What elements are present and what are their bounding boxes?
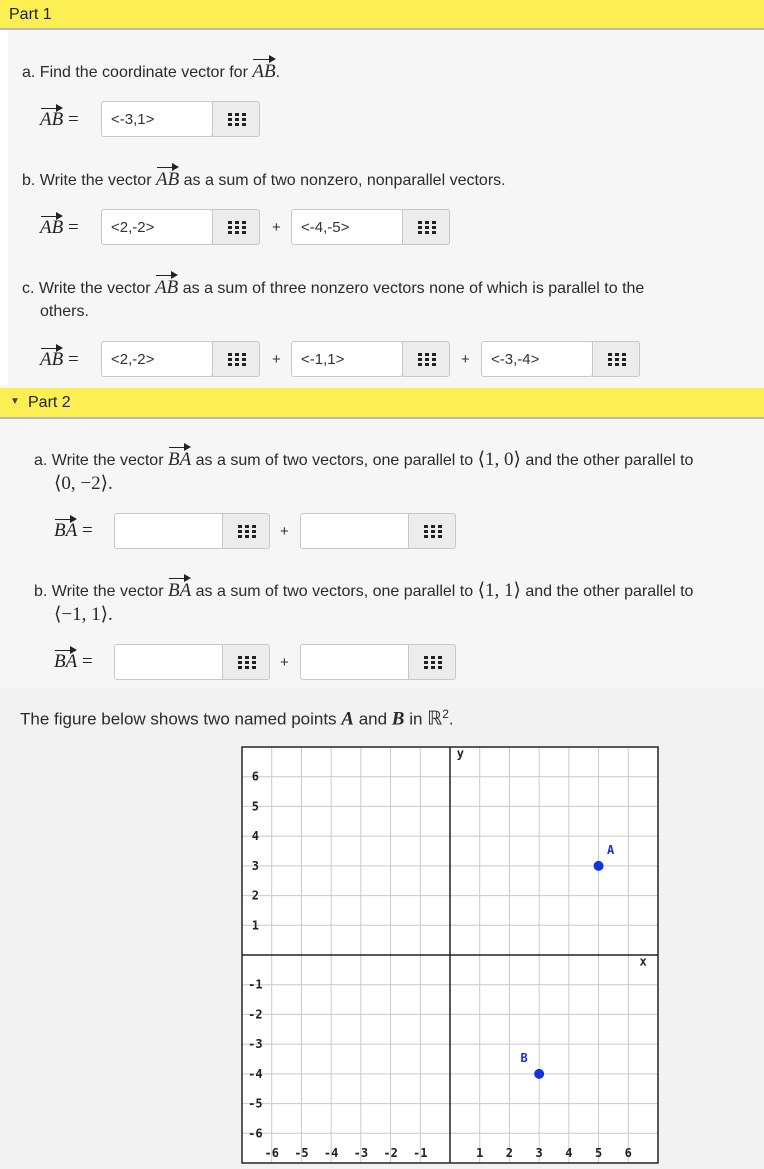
- p1b-keypad1-button[interactable]: [212, 209, 260, 245]
- y-tick-label: -5: [248, 1096, 263, 1111]
- x-axis-label: x: [639, 954, 647, 969]
- p2b-answer2-input[interactable]: [300, 644, 412, 680]
- p2b-question: b. Write the vector BA as a sum of two vectors, one parallel to ⟨1, 1⟩ and the other parallel to ⟨−1, 1⟩.: [34, 577, 764, 627]
- caret-down-icon[interactable]: ▼: [10, 396, 20, 407]
- p1c-keypad1-button[interactable]: [212, 341, 260, 377]
- y-tick-label: 1: [251, 918, 259, 933]
- part2-title: Part 2: [28, 394, 71, 411]
- p2b-keypad1-button[interactable]: [222, 644, 270, 680]
- p1a-lhs: AB =: [40, 109, 79, 130]
- part1-header[interactable]: [0, 0, 764, 30]
- p1c-keypad2-button[interactable]: [402, 341, 450, 377]
- p1b-lhs: AB =: [40, 217, 79, 238]
- p1c-answer3-input[interactable]: <-3,-4>: [481, 341, 593, 377]
- p1c-answer2-input[interactable]: <-1,1>: [291, 341, 403, 377]
- x-tick-label: -3: [353, 1146, 369, 1161]
- plus-sign: +: [272, 351, 281, 368]
- plot-ticks: [248, 770, 632, 1160]
- y-axis-label: y: [456, 746, 465, 761]
- part2-header[interactable]: [0, 388, 764, 419]
- part1-title: Part 1: [9, 6, 52, 23]
- p2b-lhs: BA =: [54, 651, 93, 672]
- p2a-keypad2-button[interactable]: [408, 513, 456, 549]
- y-tick-label: -6: [248, 1126, 263, 1141]
- p1c-lhs: AB =: [40, 349, 79, 370]
- p1a-keypad-button[interactable]: [212, 101, 260, 137]
- plus-sign: +: [272, 219, 281, 236]
- coordinate-plot: [241, 746, 659, 1164]
- p2a-question: a. Write the vector BA as a sum of two vectors, one parallel to ⟨1, 0⟩ and the other parallel to ⟨0, −2⟩.: [34, 446, 764, 496]
- y-tick-label: -3: [248, 1037, 263, 1052]
- p2a-answer1-input[interactable]: [114, 513, 226, 549]
- p1c-question: c. Write the vector AB as a sum of three nonzero vectors none of which is parallel to the others.: [22, 274, 742, 323]
- x-tick-label: -5: [294, 1146, 309, 1161]
- figure-caption: The figure below shows two named points A and B in ℝ$^2$.: [20, 707, 454, 730]
- y-tick-label: -1: [248, 977, 263, 992]
- x-tick-label: 3: [535, 1146, 543, 1161]
- x-tick-label: -6: [264, 1146, 279, 1161]
- y-tick-label: 3: [251, 858, 259, 873]
- p1b-keypad2-button[interactable]: [402, 209, 450, 245]
- y-tick-label: 5: [251, 799, 259, 814]
- y-tick-label: 6: [251, 769, 259, 784]
- p1c-keypad3-button[interactable]: [592, 341, 640, 377]
- p1c-answer1-input[interactable]: <2,-2>: [101, 341, 213, 377]
- point-label-a: A: [606, 842, 615, 857]
- x-tick-label: 6: [624, 1146, 632, 1161]
- p2a-keypad1-button[interactable]: [222, 513, 270, 549]
- p1b-answer1-input[interactable]: <2,-2>: [101, 209, 213, 245]
- plot-axes: [242, 746, 658, 1163]
- x-tick-label: -1: [413, 1146, 428, 1161]
- y-tick-label: -2: [248, 1007, 263, 1022]
- p1b-answer2-input[interactable]: <-4,-5>: [291, 209, 403, 245]
- x-tick-label: 5: [594, 1146, 603, 1161]
- p2a-answer2-input[interactable]: [300, 513, 412, 549]
- x-tick-label: 4: [565, 1146, 573, 1161]
- point-a: [594, 861, 604, 871]
- y-tick-label: 2: [251, 888, 259, 903]
- p1a-answer-input[interactable]: <-3,1>: [101, 101, 213, 137]
- x-tick-label: 2: [505, 1146, 514, 1161]
- p2b-keypad2-button[interactable]: [408, 644, 456, 680]
- p2b-answer1-input[interactable]: [114, 644, 226, 680]
- point-label-b: B: [520, 1050, 528, 1065]
- x-tick-label: 1: [476, 1146, 484, 1161]
- y-tick-label: 4: [251, 829, 259, 844]
- plus-sign: +: [461, 351, 470, 368]
- left-rail: [0, 30, 8, 385]
- plus-sign: +: [280, 523, 289, 540]
- x-tick-label: -4: [323, 1146, 339, 1161]
- p2a-lhs: BA =: [54, 520, 93, 541]
- point-b: [534, 1069, 544, 1079]
- plot-points: [521, 843, 615, 1079]
- x-tick-label: -2: [383, 1146, 398, 1161]
- p1b-question: b. Write the vector AB as a sum of two nonzero, nonparallel vectors.: [22, 166, 506, 192]
- plus-sign: +: [280, 654, 289, 671]
- y-tick-label: -4: [248, 1066, 263, 1081]
- p1a-question: a. Find the coordinate vector for AB.: [22, 58, 280, 84]
